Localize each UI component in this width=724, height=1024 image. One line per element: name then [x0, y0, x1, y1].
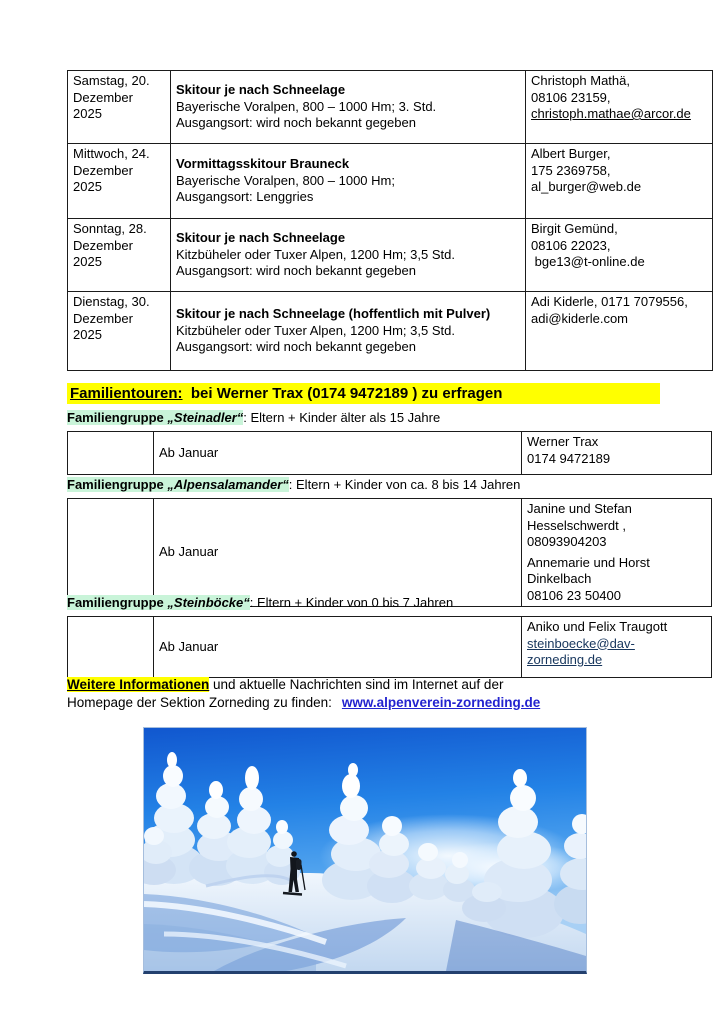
- info-text: Homepage der Sektion Zorneding zu finden:: [67, 694, 332, 710]
- table-row: [68, 219, 713, 292]
- group-suffix: : Eltern + Kinder älter als 15 Jahre: [243, 410, 441, 425]
- steinboecke-table: [67, 616, 712, 678]
- group-heading-alpensalamander: [67, 476, 520, 493]
- contact-name: Werner Trax: [527, 434, 599, 449]
- contact-email: al_burger@web.de: [531, 179, 642, 194]
- tour-description: [171, 71, 526, 144]
- contact-name: Aniko und Felix Traugott: [527, 619, 668, 634]
- table-row: [68, 432, 712, 475]
- tour-title: Vormittagsskitour Brauneck: [176, 156, 350, 172]
- contact-email-link[interactable]: christoph.mathae@arcor.de: [531, 106, 691, 121]
- contact-phone: 175 2369758,: [531, 162, 611, 178]
- info-text: und aktuelle Nachrichten sind im Internet auf der: [209, 677, 504, 692]
- tour-detail: Bayerische Voralpen, 800 – 1000 Hm;: [176, 172, 395, 188]
- tour-title: Skitour je nach Schneelage (hoffentlich mit Pulver): [176, 306, 491, 322]
- group-suffix: : Eltern + Kinder von ca. 8 bis 14 Jahren: [288, 477, 521, 492]
- tour-detail: Bayerische Voralpen, 800 – 1000 Hm; 3. Std.: [176, 98, 437, 114]
- steinadler-table: [67, 431, 712, 475]
- tour-title: Skitour je nach Schneelage: [176, 230, 346, 246]
- tour-date: Dienstag, 30. Dezember 2025: [68, 292, 171, 371]
- group-name: „Alpensalamander“: [167, 477, 289, 492]
- contact-name: Birgit Gemünd,: [531, 221, 618, 236]
- tour-contact: [526, 292, 713, 371]
- group-highlight: Familiengruppe „Alpensalamander“: [67, 477, 289, 492]
- contact-phone: 08106 23159,: [531, 89, 611, 105]
- contact-phone: 08093904203: [527, 534, 607, 549]
- schedule-cell: Ab Januar: [154, 617, 522, 678]
- tour-detail: Kitzbüheler oder Tuxer Alpen, 1200 Hm; 3,5 Std.: [176, 322, 455, 338]
- group-highlight: Familiengruppe „Steinadler“: [67, 410, 244, 425]
- tour-detail: Ausgangsort: Lenggries: [176, 189, 314, 205]
- alpensalamander-table: [67, 498, 712, 607]
- tour-detail: Ausgangsort: wird noch bekannt gegeben: [176, 339, 416, 355]
- group-name: „Steinböcke“: [167, 595, 250, 610]
- tour-contact: [526, 71, 713, 144]
- table-row: [68, 292, 713, 371]
- tour-description: [171, 144, 526, 219]
- schedule-cell: Ab Januar: [154, 499, 522, 607]
- group-heading-steinadler: [67, 409, 440, 426]
- contact-phone: 08106 22023,: [531, 237, 611, 253]
- weitere-informationen-paragraph: [67, 676, 667, 711]
- contact-name: Janine und Stefan Hesselschwerdt ,: [527, 501, 632, 533]
- tour-detail: Ausgangsort: wird noch bekannt gegeben: [176, 263, 416, 279]
- contact-cell: [522, 499, 712, 607]
- familientouren-text: bei Werner Trax (0174 9472189 ) zu erfragen: [182, 385, 503, 402]
- contact-phone: 08106 23 50400: [527, 587, 621, 603]
- empty-cell: [68, 617, 154, 678]
- tour-contact: [526, 219, 713, 292]
- tour-contact: [526, 144, 713, 219]
- table-row: [68, 617, 712, 678]
- tour-detail: Kitzbüheler oder Tuxer Alpen, 1200 Hm; 3,5 Std.: [176, 246, 455, 262]
- homepage-link[interactable]: www.alpenverein-zorneding.de: [341, 694, 541, 710]
- contact-email: bge13@t-online.de: [531, 254, 645, 269]
- contact-cell: [522, 617, 712, 678]
- familientouren-heading: [67, 383, 660, 404]
- info-line-2: [67, 694, 667, 712]
- winter-skitour-photo: [143, 727, 587, 974]
- tour-description: [171, 219, 526, 292]
- group-heading-steinboecke: [67, 594, 453, 611]
- empty-cell: [68, 432, 154, 475]
- tour-date: Mittwoch, 24. Dezember 2025: [68, 144, 171, 219]
- contact-name: Annemarie und Horst Dinkelbach: [527, 554, 650, 586]
- group-highlight: Familiengruppe „Steinböcke“: [67, 595, 250, 610]
- contact-name: Christoph Mathä,: [531, 73, 630, 88]
- tour-date: Sonntag, 28. Dezember 2025: [68, 219, 171, 292]
- skitouren-table: [67, 70, 713, 371]
- table-row: [68, 499, 712, 607]
- group-name: „Steinadler“: [167, 410, 244, 425]
- table-row: [68, 71, 713, 144]
- tour-title: Skitour je nach Schneelage: [176, 82, 346, 98]
- info-line-1: [67, 676, 667, 694]
- table-row: [68, 144, 713, 219]
- contact-email-link[interactable]: steinboecke@dav-zorneding.de: [527, 635, 635, 667]
- tour-date: Samstag, 20. Dezember 2025: [68, 71, 171, 144]
- contact-phone: 0174 9472189: [527, 450, 611, 466]
- schedule-cell: Ab Januar: [154, 432, 522, 475]
- tour-description: [171, 292, 526, 371]
- empty-cell: [68, 499, 154, 607]
- group-suffix: : Eltern + Kinder von 0 bis 7 Jahren: [249, 595, 454, 610]
- contact-name-phone-email: Adi Kiderle, 0171 7079556, adi@kiderle.com: [531, 294, 688, 326]
- tour-detail: Ausgangsort: wird noch bekannt gegeben: [176, 115, 416, 131]
- info-highlight: Weitere Informationen: [67, 677, 210, 692]
- contact-cell: [522, 432, 712, 475]
- contact-name: Albert Burger,: [531, 146, 611, 161]
- winter-scene-graphic: [144, 728, 586, 971]
- familientouren-label: Familientouren:: [70, 385, 183, 402]
